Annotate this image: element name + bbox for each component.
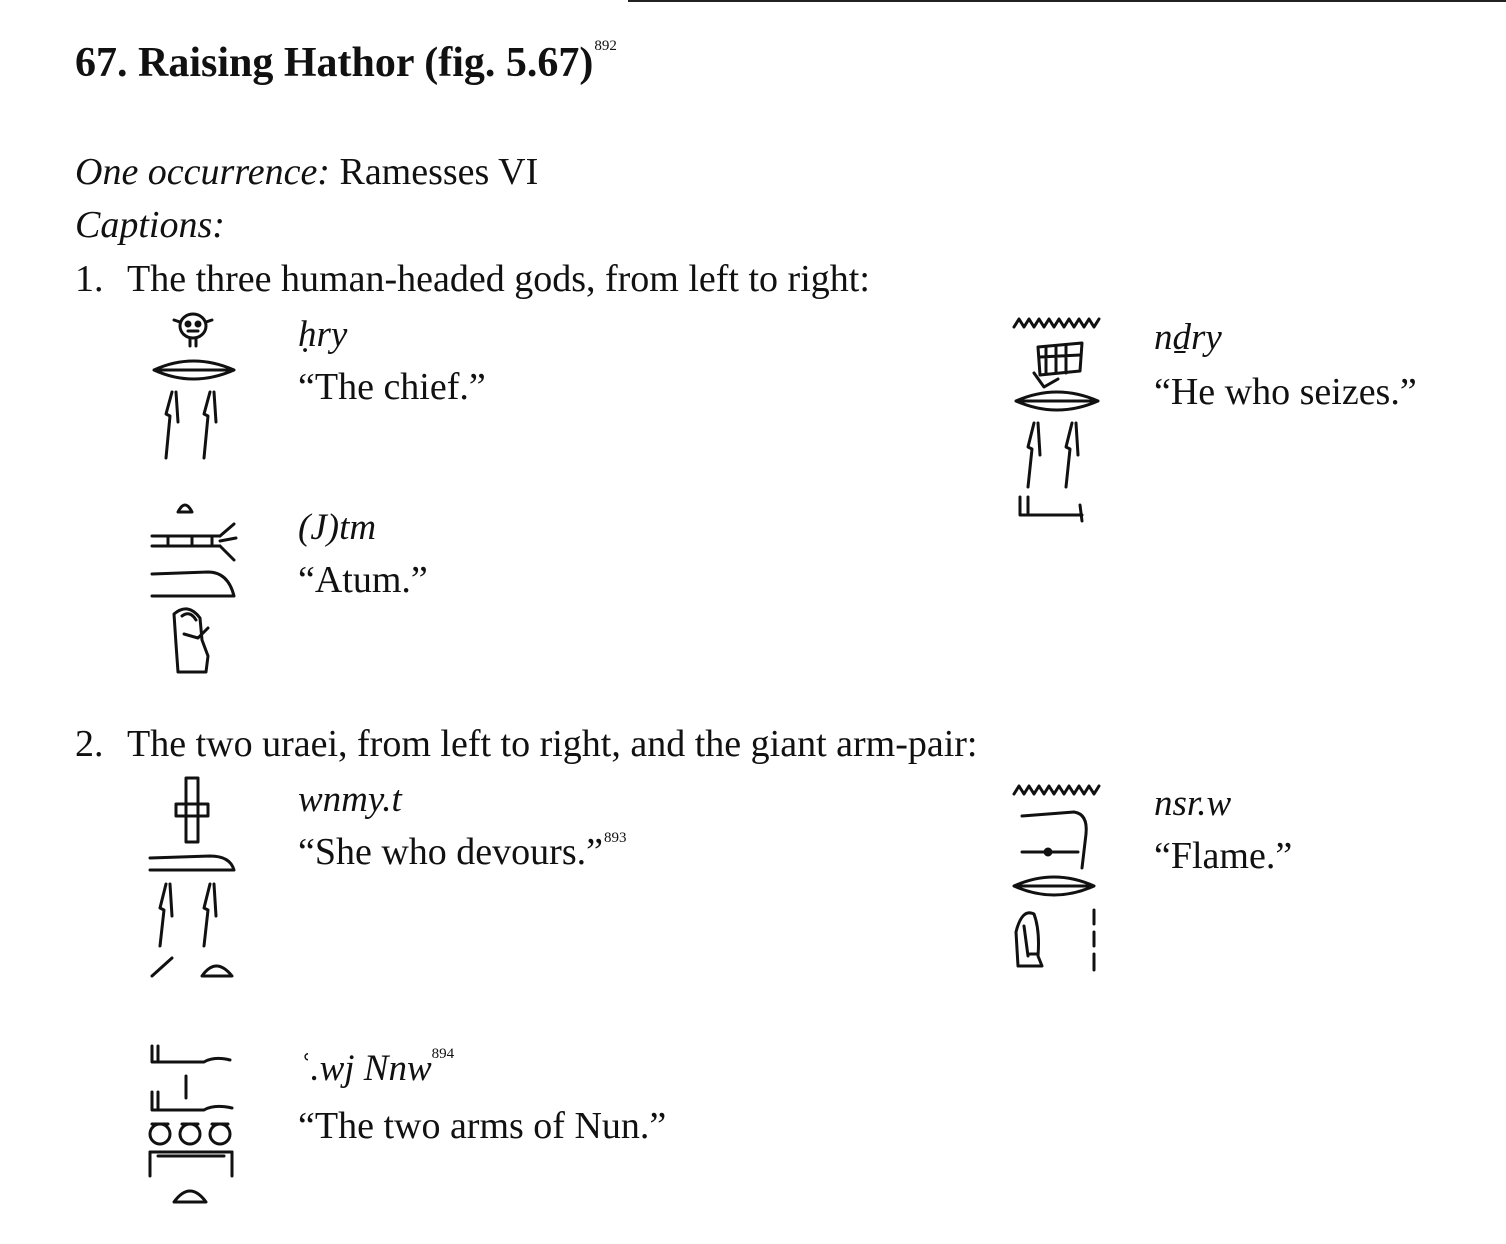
group1-number: 1. xyxy=(75,258,104,300)
occurrence-value: Ramesses VI xyxy=(329,151,539,193)
group1-heading: The three human-headed gods, from left to right: xyxy=(127,258,870,300)
group2-heading-line xyxy=(75,722,978,766)
footnote-ref: 892 xyxy=(594,38,617,54)
arms-pots-sky-bread-glyphs xyxy=(144,1040,238,1210)
cross-arm-reeds-bread-glyphs xyxy=(146,776,238,982)
footnote-ref: 894 xyxy=(431,1046,455,1062)
group1-heading-line xyxy=(75,257,870,301)
translit-wnmyt: wnmy.t xyxy=(298,779,402,820)
gloss-atum: “Atum.” xyxy=(298,559,428,601)
gloss-ndry: “He who seizes.” xyxy=(1154,371,1417,413)
captions-label: Captions: xyxy=(75,204,225,246)
gloss-nsrw: “Flame.” xyxy=(1154,835,1293,877)
water-bolt-mouth-flame-glyphs xyxy=(1008,780,1104,976)
water-hand-mouth-reeds-pot-glyphs xyxy=(1010,315,1104,527)
bread-sledge-owl-seated-god-glyphs xyxy=(148,498,240,678)
top-rule xyxy=(628,0,1506,2)
gloss-wnmyt: “She who devours.”$^{893}$ xyxy=(298,830,627,873)
occurrence-line xyxy=(75,150,538,194)
section-title: 67. Raising Hathor (fig. 5.67) xyxy=(75,40,594,86)
gloss-arms-nun: “The two arms of Nun.” xyxy=(298,1105,667,1147)
section-heading xyxy=(75,38,617,87)
group2-number: 2. xyxy=(75,723,104,765)
face-mouth-reeds-glyphs xyxy=(148,312,240,464)
translit-arms-nun: ʿ.wj Nnw$^{894}$ xyxy=(298,1046,455,1089)
gloss-hry: “The chief.” xyxy=(298,366,486,408)
translit-hry: ḥry xyxy=(298,314,348,355)
translit-ndry: nḏry xyxy=(1154,317,1222,358)
translit-nsrw: nsr.w xyxy=(1154,783,1232,824)
footnote-ref: 893 xyxy=(603,830,627,846)
translit-atum: (J)tm xyxy=(298,507,377,548)
group2-heading: The two uraei, from left to right, and the giant arm-pair: xyxy=(127,723,978,765)
occurrence-label: One occurrence: xyxy=(75,151,330,193)
